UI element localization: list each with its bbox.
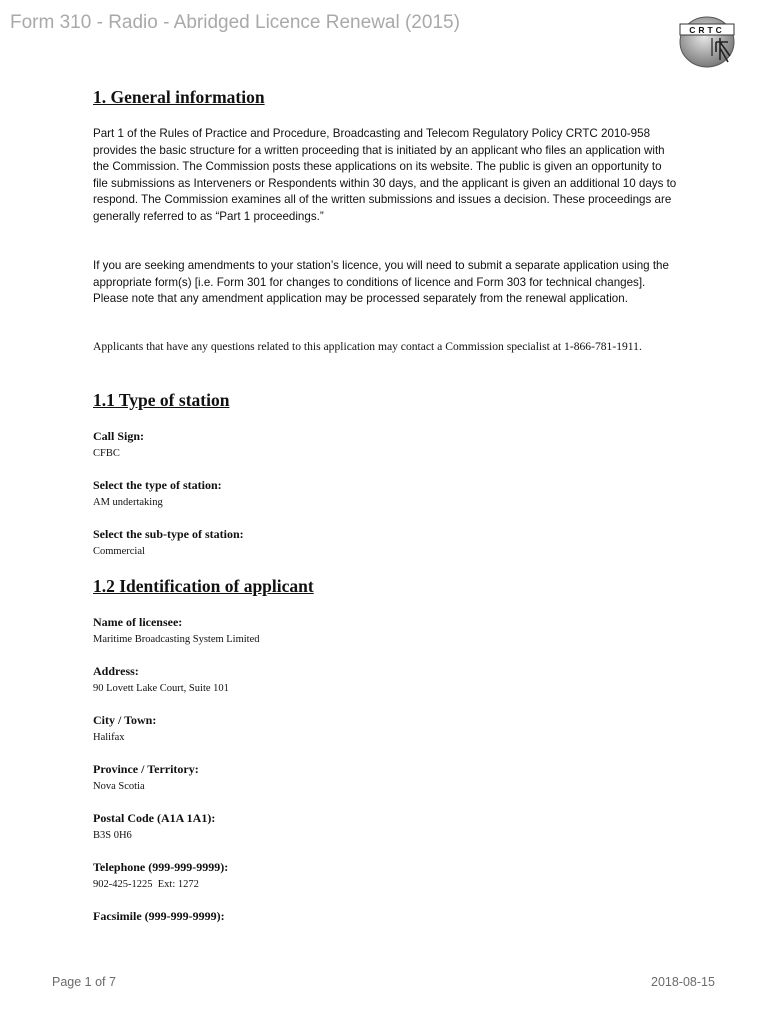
footer-date: 2018-08-15 <box>651 975 715 989</box>
field-city <box>93 713 156 745</box>
section-identification-of-applicant <box>93 576 314 597</box>
crtc-logo <box>676 12 738 68</box>
field-value: CFBC <box>93 448 120 459</box>
svg-text:CRTC: CRTC <box>689 25 725 35</box>
field-province <box>93 762 199 794</box>
section-heading: 1.1 Type of station <box>93 390 230 410</box>
field-value: Halifax <box>93 732 125 743</box>
field-postal-code <box>93 811 215 843</box>
field-station-subtype <box>93 527 244 559</box>
field-address <box>93 664 229 696</box>
field-label: Address: <box>93 664 139 678</box>
general-info-paragraph-3 <box>93 339 678 356</box>
field-telephone <box>93 860 228 892</box>
paragraph-text: Part 1 of the Rules of Practice and Procedure, Broadcasting and Telecom Regulatory Policy CRTC 2010-958 provides the basic structure for a written proceeding that is initiated by an applicant who files an application with the Commission. The Commission posts these applications on its website. The public is given an opportunity to file submissions as Interveners or Respondents within 30 days, and the applicant is given an additional 10 days to respond. The Commission examines all of the written submissions and issues a decision. These proceedings are generally referred to as “Part 1 proceedings.” <box>93 127 677 223</box>
field-value: B3S 0H6 <box>93 830 132 841</box>
field-value: 90 Lovett Lake Court, Suite 101 <box>93 683 229 694</box>
crtc-logo-icon <box>676 12 738 68</box>
page-number: Page 1 of 7 <box>52 975 116 989</box>
field-call-sign <box>93 429 144 461</box>
field-label: Call Sign: <box>93 429 145 443</box>
field-label: Select the sub-type of station: <box>93 527 244 541</box>
field-facsimile <box>93 909 225 927</box>
field-label: Name of licensee: <box>93 615 183 629</box>
field-value: AM undertaking <box>93 497 163 508</box>
field-label: Select the type of station: <box>93 478 222 492</box>
section-type-of-station <box>93 390 229 411</box>
section-general-information <box>93 87 683 108</box>
section-heading: 1.2 Identification of applicant <box>93 576 314 596</box>
field-licensee-name <box>93 615 260 647</box>
field-value: 902-425-1225 Ext: 1272 <box>93 879 199 890</box>
paragraph-text: If you are seeking amendments to your station’s licence, you will need to submit a separate application using the appropriate form(s) [i.e. Form 301 for changes to conditions of licence and Form 303 for technical changes]. Please note that any amendment application may be processed separately from the renewal application. <box>93 259 669 305</box>
field-label: Postal Code (A1A 1A1): <box>93 811 216 825</box>
paragraph-text: Applicants that have any questions related to this application may contact a Commission specialist at 1-866-781-1911. <box>93 340 642 353</box>
field-label: Facsimile (999-999-9999): <box>93 909 225 923</box>
field-value: Maritime Broadcasting System Limited <box>93 634 260 645</box>
field-label: City / Town: <box>93 713 157 727</box>
general-info-paragraph-2 <box>93 258 678 308</box>
field-value: Nova Scotia <box>93 781 145 792</box>
section-heading: 1. General information <box>93 87 265 107</box>
field-value: Commercial <box>93 546 145 557</box>
form-title: Form 310 - Radio - Abridged Licence Renewal (2015) <box>10 12 460 33</box>
field-label: Telephone (999-999-9999): <box>93 860 229 874</box>
general-info-paragraph-1 <box>93 126 678 225</box>
field-station-type <box>93 478 222 510</box>
field-label: Province / Territory: <box>93 762 199 776</box>
